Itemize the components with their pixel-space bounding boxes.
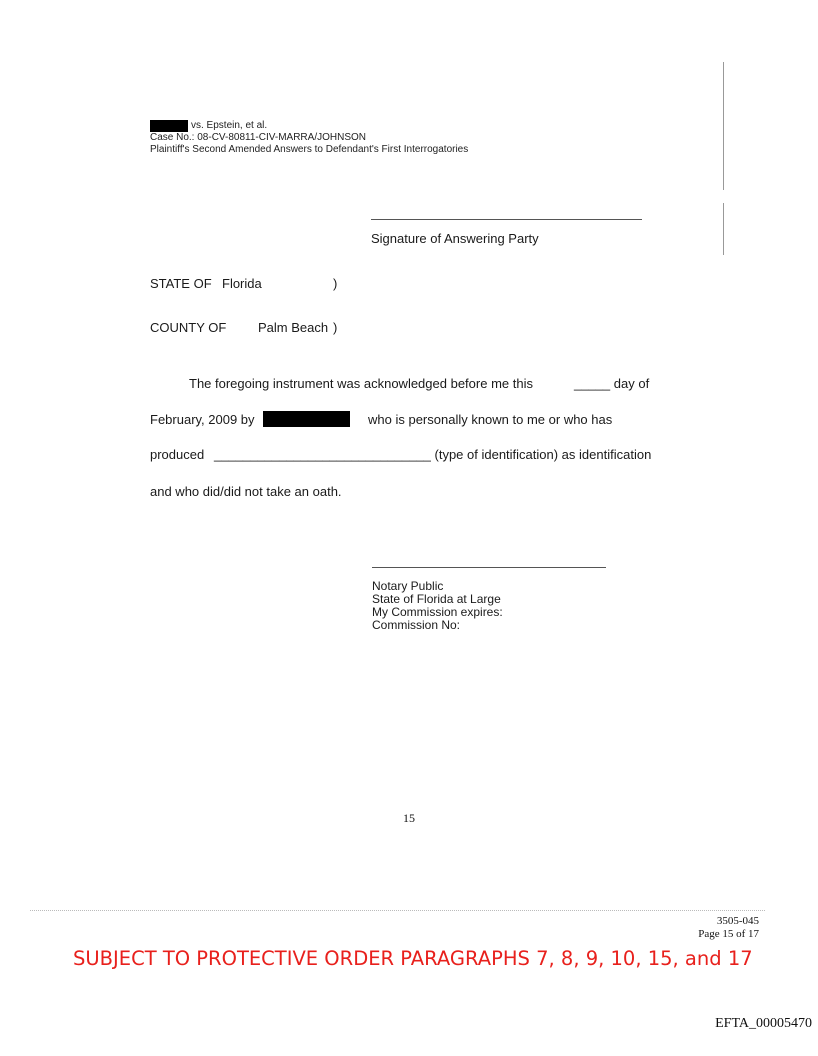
state-paren: ) — [333, 276, 338, 291]
notary-commission-expires: My Commission expires: — [372, 605, 503, 619]
footer-divider — [30, 910, 765, 911]
bates-number: EFTA_00005470 — [715, 1016, 812, 1031]
ack-line2-a: February, 2009 by — [150, 412, 255, 427]
redaction-block-name — [263, 411, 350, 427]
county-paren: ) — [333, 320, 338, 335]
ack-line2-b: who is personally known to me or who has — [368, 412, 613, 427]
notary-title: Notary Public — [372, 579, 444, 593]
state-value: Florida — [222, 276, 262, 291]
page-of-count: Page 15 of 17 — [698, 928, 759, 940]
ack-line3-a: produced — [150, 447, 205, 462]
ack-line1-b: _____ day of — [574, 376, 650, 391]
notary-state: State of Florida at Large — [372, 592, 501, 606]
county-value: Palm Beach — [258, 320, 329, 335]
county-label: COUNTY OF — [150, 320, 227, 335]
ack-line1-a: The foregoing instrument was acknowledged before me this — [189, 376, 533, 391]
signature-line — [371, 219, 642, 220]
header-caption: vs. Epstein, et al. — [191, 120, 268, 131]
notary-signature-line — [372, 567, 606, 568]
page-number: 15 — [403, 811, 415, 825]
ack-line3-b: ______________________________ (type of identification) as identification — [214, 447, 652, 462]
header-document-title: Plaintiff's Second Amended Answers to Defendant's First Interrogatories — [150, 144, 469, 155]
redaction-block-header — [150, 120, 188, 132]
scan-margin-line-bottom — [723, 203, 724, 255]
protective-order-notice: SUBJECT TO PROTECTIVE ORDER PARAGRAPHS 7, 8, 9, 10, 15, and 17 — [73, 947, 753, 970]
scan-margin-line-top — [723, 62, 724, 190]
document-code: 3505-045 — [716, 915, 759, 927]
notary-commission-number: Commission No: — [372, 618, 461, 632]
state-label: STATE OF — [150, 276, 212, 291]
ack-line4: and who did/did not take an oath. — [150, 484, 342, 499]
signature-label: Signature of Answering Party — [371, 231, 539, 246]
header-case-number: Case No.: 08-CV-80811-CIV-MARRA/JOHNSON — [150, 132, 366, 143]
